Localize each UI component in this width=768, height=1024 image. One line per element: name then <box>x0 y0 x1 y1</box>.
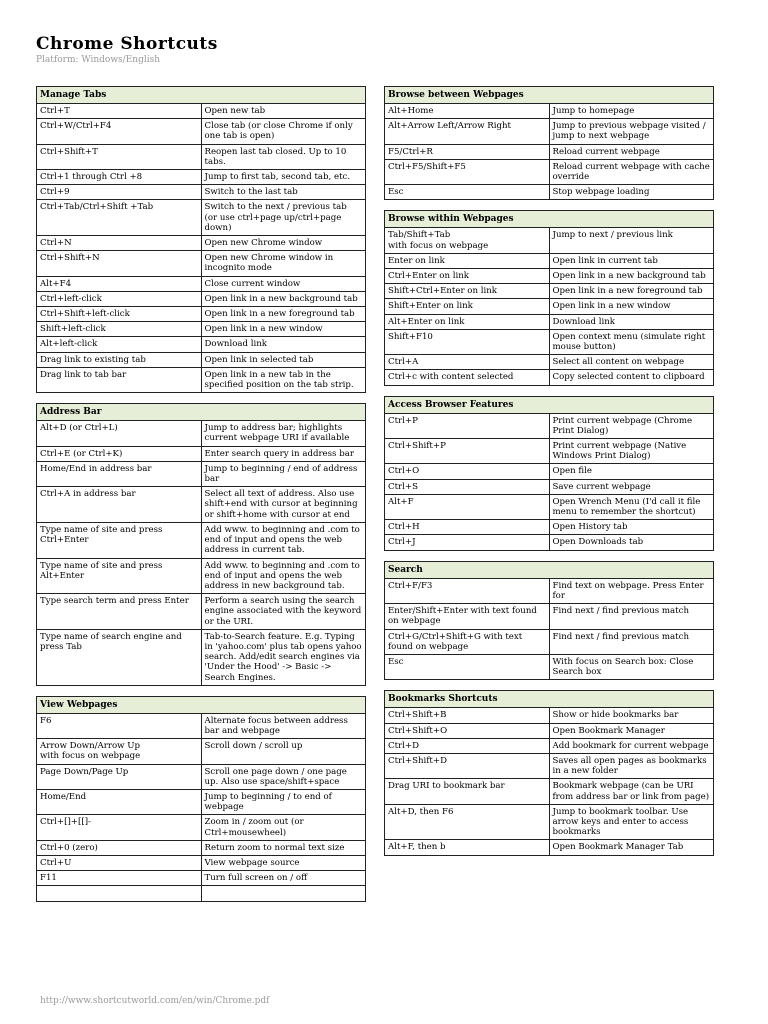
shortcut-row <box>37 713 366 738</box>
shortcut-key: Ctrl+T <box>37 104 202 119</box>
shortcut-description: Open Wrench Menu (I'd call it file menu to remember the shortcut) <box>549 494 714 519</box>
shortcut-row <box>37 322 366 337</box>
shortcut-key: Ctrl+P <box>385 413 550 438</box>
shortcut-row <box>37 764 366 789</box>
shortcut-key: Type name of site and press Alt+Enter <box>37 558 202 594</box>
shortcut-description: Download link <box>201 337 366 352</box>
section-bookmarks-shortcuts <box>384 690 714 855</box>
shortcut-description: Open file <box>549 464 714 479</box>
shortcut-description: Save current webpage <box>549 479 714 494</box>
shortcut-description: Reopen last tab closed. Up to 10 tabs. <box>201 144 366 169</box>
platform-label: Platform: Windows/English <box>36 55 160 65</box>
shortcut-key: Alt+F <box>385 494 550 519</box>
shortcut-key: Ctrl+A in address bar <box>37 487 202 523</box>
section-title: Browse between Webpages <box>385 87 714 104</box>
shortcut-description: Perform a search using the search engine associated with the keyword or the URI. <box>201 594 366 630</box>
shortcut-description: Stop webpage loading <box>549 185 714 200</box>
shortcut-row <box>385 355 714 370</box>
shortcut-description: Open link in a new foreground tab <box>549 284 714 299</box>
shortcut-description: Scroll one page down / one page up. Also use space/shift+space <box>201 764 366 789</box>
shortcut-key: Type name of site and press Ctrl+Enter <box>37 522 202 558</box>
shortcut-row <box>37 789 366 814</box>
shortcut-description: Add www. to beginning and .com to end of input and opens the web address in new background tab. <box>201 558 366 594</box>
shortcut-description: Tab-to-Search feature. E.g. Typing in 'yahoo.com' plus tab opens yahoo search. Add/edit search engines via 'Under the Hood' -> Basic -> Search Engines. <box>201 629 366 685</box>
shortcut-key: F5/Ctrl+R <box>385 144 550 159</box>
shortcut-row <box>385 520 714 535</box>
shortcut-row <box>37 352 366 367</box>
shortcut-row <box>385 299 714 314</box>
shortcut-description: Add bookmark for current webpage <box>549 738 714 753</box>
right-column <box>384 86 714 866</box>
left-column <box>36 86 366 912</box>
shortcut-key: Esc <box>385 185 550 200</box>
shortcut-row <box>385 779 714 804</box>
shortcut-key: Type name of search engine and press Tab <box>37 629 202 685</box>
shortcut-key: Ctrl+9 <box>37 185 202 200</box>
shortcut-description: Switch to the next / previous tab (or use ctrl+page up/ctrl+page down) <box>201 200 366 236</box>
shortcut-row <box>37 871 366 886</box>
shortcut-description: Open link in a new window <box>201 322 366 337</box>
shortcut-key: Ctrl+J <box>385 535 550 550</box>
shortcut-row <box>37 307 366 322</box>
shortcut-description: Alternate focus between address bar and webpage <box>201 713 366 738</box>
shortcut-key: Alt+D (or Ctrl+L) <box>37 421 202 446</box>
section-title: Manage Tabs <box>37 87 366 104</box>
shortcut-description: Jump to beginning / to end of webpage <box>201 789 366 814</box>
shortcut-key: Drag link to existing tab <box>37 352 202 367</box>
shortcut-key: Ctrl+Shift+P <box>385 439 550 464</box>
shortcut-key: Ctrl+Enter on link <box>385 269 550 284</box>
shortcut-key: Ctrl+Shift+N <box>37 251 202 276</box>
shortcut-description: Jump to previous webpage visited / jump to next webpage <box>549 119 714 144</box>
shortcut-key: Ctrl+[]+[[]- <box>37 815 202 840</box>
shortcut-row <box>385 329 714 354</box>
shortcut-description: Switch to the last tab <box>201 185 366 200</box>
shortcut-description: Return zoom to normal text size <box>201 840 366 855</box>
shortcut-row <box>385 804 714 840</box>
section-access-browser-features <box>384 396 714 551</box>
shortcut-row <box>37 200 366 236</box>
section-title: Bookmarks Shortcuts <box>385 691 714 708</box>
shortcut-key: Ctrl+G/Ctrl+Shift+G with text found on webpage <box>385 629 550 654</box>
shortcut-key: Ctrl+0 (zero) <box>37 840 202 855</box>
shortcut-row <box>385 840 714 855</box>
section-title: Browse within Webpages <box>385 211 714 228</box>
shortcut-description: Jump to next / previous link <box>549 228 714 253</box>
shortcut-key: Ctrl+U <box>37 855 202 870</box>
shortcut-row <box>385 464 714 479</box>
shortcut-description: Open Bookmark Manager Tab <box>549 840 714 855</box>
shortcut-row <box>385 370 714 385</box>
shortcut-description: Close tab (or close Chrome if only one tab is open) <box>201 119 366 144</box>
shortcut-description: Open link in selected tab <box>201 352 366 367</box>
shortcut-row <box>37 558 366 594</box>
shortcut-key: Page Down/Page Up <box>37 764 202 789</box>
shortcut-key: Alt+left-click <box>37 337 202 352</box>
shortcut-row <box>37 251 366 276</box>
shortcut-description: Open link in a new background tab <box>549 269 714 284</box>
shortcut-row <box>37 421 366 446</box>
section-address-bar <box>36 403 366 685</box>
shortcut-description: Open new tab <box>201 104 366 119</box>
shortcut-description: Add www. to beginning and .com to end of input and opens the web address in current tab. <box>201 522 366 558</box>
shortcut-row <box>37 104 366 119</box>
shortcut-key: Ctrl+O <box>385 464 550 479</box>
shortcut-description: Open new Chrome window in incognito mode <box>201 251 366 276</box>
shortcut-row <box>37 367 366 392</box>
shortcut-key: Alt+F4 <box>37 276 202 291</box>
shortcut-key: Esc <box>385 654 550 679</box>
section-title: Address Bar <box>37 404 366 421</box>
shortcut-row <box>37 522 366 558</box>
shortcut-key: Ctrl+N <box>37 236 202 251</box>
shortcut-row <box>385 253 714 268</box>
shortcut-key: Ctrl+E (or Ctrl+K) <box>37 446 202 461</box>
shortcut-key: Ctrl+Shift+D <box>385 753 550 778</box>
shortcut-key: Enter on link <box>385 253 550 268</box>
shortcut-description: Open Bookmark Manager <box>549 723 714 738</box>
shortcut-key: Shift+F10 <box>385 329 550 354</box>
shortcut-row <box>385 269 714 284</box>
footer-url: http://www.shortcutworld.com/en/win/Chrome.pdf <box>40 996 270 1006</box>
shortcut-row <box>385 413 714 438</box>
shortcut-key: Alt+Enter on link <box>385 314 550 329</box>
shortcut-description: Jump to beginning / end of address bar <box>201 461 366 486</box>
shortcut-row <box>37 487 366 523</box>
shortcut-description: Open link in current tab <box>549 253 714 268</box>
shortcut-key: Ctrl+c with content selected <box>385 370 550 385</box>
shortcut-row <box>385 144 714 159</box>
shortcut-key: Shift+Enter on link <box>385 299 550 314</box>
shortcut-key: Home/End <box>37 789 202 814</box>
section-browse-within-webpages <box>384 210 714 385</box>
shortcut-row <box>385 314 714 329</box>
shortcut-row <box>37 276 366 291</box>
shortcut-description: Show or hide bookmarks bar <box>549 708 714 723</box>
shortcut-key: Ctrl+left-click <box>37 291 202 306</box>
shortcut-description: Open link in a new foreground tab <box>201 307 366 322</box>
shortcut-description: Copy selected content to clipboard <box>549 370 714 385</box>
shortcut-key: Ctrl+Tab/Ctrl+Shift +Tab <box>37 200 202 236</box>
shortcut-key: Drag link to tab bar <box>37 367 202 392</box>
shortcut-key: Ctrl+A <box>385 355 550 370</box>
shortcut-row <box>385 479 714 494</box>
shortcut-description: Select all content on webpage <box>549 355 714 370</box>
shortcut-description: Download link <box>549 314 714 329</box>
shortcut-description: Find text on webpage. Press Enter for <box>549 578 714 603</box>
shortcut-key: Ctrl+H <box>385 520 550 535</box>
shortcut-description: Zoom in / zoom out (or Ctrl+mousewheel) <box>201 815 366 840</box>
shortcut-description: Bookmark webpage (can be URI from address bar or link from page) <box>549 779 714 804</box>
shortcut-row <box>385 119 714 144</box>
page-title: Chrome Shortcuts <box>36 34 218 54</box>
shortcut-description: With focus on Search box: Close Search box <box>549 654 714 679</box>
shortcut-row <box>37 815 366 840</box>
shortcut-description: Jump to address bar; highlights current webpage URI if available <box>201 421 366 446</box>
shortcut-row <box>385 654 714 679</box>
shortcut-key: Ctrl+1 through Ctrl +8 <box>37 170 202 185</box>
shortcut-row <box>37 185 366 200</box>
shortcut-row <box>37 855 366 870</box>
shortcut-description: Open context menu (simulate right mouse button) <box>549 329 714 354</box>
shortcut-key: Ctrl+F/F3 <box>385 578 550 603</box>
shortcut-row <box>37 739 366 764</box>
shortcut-description: Select all text of address. Also use shift+end with cursor at beginning or shift+home with cursor at end <box>201 487 366 523</box>
section-title: Access Browser Features <box>385 396 714 413</box>
section-search <box>384 561 714 681</box>
shortcut-row <box>385 284 714 299</box>
shortcut-description: Open new Chrome window <box>201 236 366 251</box>
shortcut-description: Turn full screen on / off <box>201 871 366 886</box>
shortcut-row <box>385 578 714 603</box>
shortcut-key: Type search term and press Enter <box>37 594 202 630</box>
shortcut-description: Find next / find previous match <box>549 629 714 654</box>
shortcut-key: Ctrl+Shift+O <box>385 723 550 738</box>
shortcut-key: Alt+Home <box>385 104 550 119</box>
shortcut-key: Shift+left-click <box>37 322 202 337</box>
shortcut-row <box>385 159 714 184</box>
shortcut-description: Find next / find previous match <box>549 604 714 629</box>
shortcut-description: Jump to bookmark toolbar. Use arrow keys and enter to access bookmarks <box>549 804 714 840</box>
shortcut-row <box>385 604 714 629</box>
shortcut-row <box>37 236 366 251</box>
shortcut-description <box>201 886 366 902</box>
shortcut-row <box>385 494 714 519</box>
shortcut-key: Home/End in address bar <box>37 461 202 486</box>
shortcut-row <box>385 708 714 723</box>
shortcut-key: Drag URI to bookmark bar <box>385 779 550 804</box>
shortcut-description: Print current webpage (Chrome Print Dialog) <box>549 413 714 438</box>
shortcut-key: F11 <box>37 871 202 886</box>
section-title: Search <box>385 561 714 578</box>
shortcut-row <box>385 104 714 119</box>
shortcut-row <box>385 738 714 753</box>
shortcut-key: Alt+Arrow Left/Arrow Right <box>385 119 550 144</box>
shortcut-key: Tab/Shift+Tab with focus on webpage <box>385 228 550 253</box>
shortcut-key: Alt+D, then F6 <box>385 804 550 840</box>
shortcut-row <box>37 461 366 486</box>
shortcut-row <box>37 337 366 352</box>
shortcut-key: Ctrl+D <box>385 738 550 753</box>
shortcut-description: Scroll down / scroll up <box>201 739 366 764</box>
shortcut-key: Ctrl+Shift+T <box>37 144 202 169</box>
shortcut-key: Ctrl+S <box>385 479 550 494</box>
shortcut-row <box>385 228 714 253</box>
shortcut-key <box>37 886 202 902</box>
shortcut-row <box>37 170 366 185</box>
shortcut-key: Alt+F, then b <box>385 840 550 855</box>
shortcut-row <box>385 753 714 778</box>
section-browse-between-webpages <box>384 86 714 200</box>
shortcut-description: Jump to first tab, second tab, etc. <box>201 170 366 185</box>
shortcut-row <box>37 291 366 306</box>
shortcut-description: Enter search query in address bar <box>201 446 366 461</box>
shortcut-description: Open Downloads tab <box>549 535 714 550</box>
shortcut-description: Open link in a new tab in the specified position on the tab strip. <box>201 367 366 392</box>
shortcut-row <box>37 886 366 902</box>
shortcut-row <box>385 629 714 654</box>
shortcut-row <box>37 119 366 144</box>
shortcut-key: Arrow Down/Arrow Up with focus on webpage <box>37 739 202 764</box>
shortcut-description: Reload current webpage with cache override <box>549 159 714 184</box>
shortcut-row <box>37 144 366 169</box>
shortcut-key: Ctrl+Shift+left-click <box>37 307 202 322</box>
shortcut-key: Enter/Shift+Enter with text found on webpage <box>385 604 550 629</box>
section-manage-tabs <box>36 86 366 393</box>
shortcut-key: F6 <box>37 713 202 738</box>
shortcut-row <box>385 439 714 464</box>
shortcut-row <box>385 535 714 550</box>
shortcut-key: Shift+Ctrl+Enter on link <box>385 284 550 299</box>
shortcut-row <box>37 446 366 461</box>
shortcut-description: View webpage source <box>201 855 366 870</box>
section-title: View Webpages <box>37 696 366 713</box>
shortcut-description: Reload current webpage <box>549 144 714 159</box>
shortcut-description: Close current window <box>201 276 366 291</box>
shortcut-description: Open History tab <box>549 520 714 535</box>
shortcut-row <box>37 629 366 685</box>
shortcut-key: Ctrl+F5/Shift+F5 <box>385 159 550 184</box>
shortcut-row <box>385 723 714 738</box>
shortcut-description: Open link in a new background tab <box>201 291 366 306</box>
shortcut-description: Open link in a new window <box>549 299 714 314</box>
shortcut-key: Ctrl+W/Ctrl+F4 <box>37 119 202 144</box>
shortcut-description: Print current webpage (Native Windows Print Dialog) <box>549 439 714 464</box>
shortcut-key: Ctrl+Shift+B <box>385 708 550 723</box>
shortcut-row <box>385 185 714 200</box>
shortcut-description: Jump to homepage <box>549 104 714 119</box>
shortcut-row <box>37 840 366 855</box>
shortcut-description: Saves all open pages as bookmarks in a new folder <box>549 753 714 778</box>
section-view-webpages <box>36 696 366 903</box>
shortcut-row <box>37 594 366 630</box>
